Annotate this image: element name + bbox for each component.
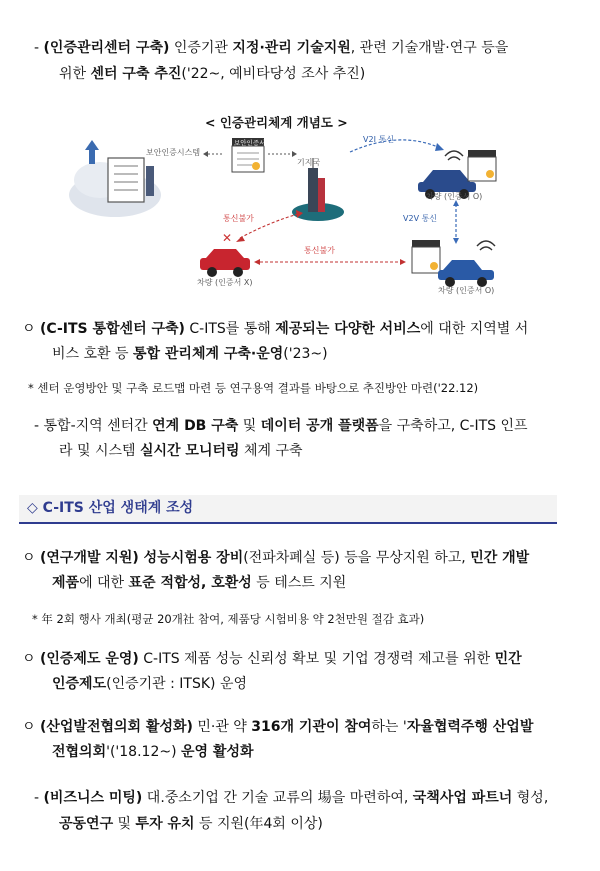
para-business-meeting-line2: 공동연구 및 투자 유치 등 지원(年4회 이상) — [59, 816, 323, 832]
car-cert-label-2: 차량 (인증서 O) — [438, 286, 495, 295]
security-system-label: 보안인증시스템 — [146, 148, 201, 157]
para-integrated-center-line2: 비스 호환 등 통합 관리체계 구축·운영('23~) — [52, 346, 328, 362]
bullet-icon: ㅇ — [22, 719, 36, 735]
v2v-label: V2V 통신 — [403, 214, 438, 223]
car-no-cert-label: 차량 (인증서 X) — [197, 278, 253, 287]
para-rnd-support-line1: ㅇ (연구개발 지원) 성능시험용 장비(전파차폐실 등) 등을 무상지원 하고, 민간 개발 — [22, 550, 530, 566]
v2i-label: V2I 통신 — [363, 135, 394, 144]
certification-diagram — [60, 110, 530, 306]
cert-badge-label: 보안인증서 — [234, 139, 266, 147]
x-mark-icon: ✕ — [222, 231, 233, 245]
footnote-events: * 年 2회 행사 개최(평균 20개社 참여, 제품당 시험비용 약 2천만원 절감 효과) — [32, 612, 425, 626]
diagram-canvas — [60, 110, 530, 306]
para-council-line1: ㅇ (산업발전협의회 활성화) 민·관 약 316개 기관이 참여하는 '자율협력주행 산업발 — [22, 719, 534, 735]
para-business-meeting-line1: - (비즈니스 미팅) 대.중소기업 간 기술 교류의 場을 마련하여, 국책사업 파트너 형성, — [34, 790, 549, 806]
para-rnd-support-line2: 제품에 대한 표준 적합성, 호환성 등 테스트 지원 — [52, 575, 347, 591]
bullet-icon: ㅇ — [22, 321, 36, 337]
bullet-icon: ㅇ — [22, 550, 36, 566]
section-header-ecosystem — [19, 495, 557, 524]
no-comm-label-2: 통신불가 — [304, 246, 335, 255]
bullet-icon: ㅇ — [22, 651, 36, 667]
footnote-roadmap: * 센터 운영방안 및 구축 로드맵 마련 등 연구용역 결과를 바탕으로 추진방안 마련('22.12) — [28, 381, 479, 395]
car-cert-label-1: 차량 (인증서 O) — [426, 192, 483, 201]
para-db-platform-line2: 라 및 시스템 실시간 모니터링 체계 구축 — [59, 443, 303, 459]
para-center-construction-line1: - (인증관리센터 구축) 인증기관 지정·관리 기술지원, 관련 기술개발·연구 등을 — [34, 40, 509, 56]
para-integrated-center-line1: ㅇ (C-ITS 통합센터 구축) C-ITS를 통해 제공되는 다양한 서비스에 대한 지역별 서 — [22, 321, 529, 337]
base-station-label: 기지국 — [297, 158, 321, 167]
no-comm-label-1: 통신불가 — [223, 214, 254, 223]
diagram-title: < 인증관리체계 개념도 > — [205, 115, 348, 130]
para-certification-line2: 인증제도(인증기관 : ITSK) 운영 — [52, 676, 247, 692]
para-center-construction-line2: 위한 센터 구축 추진('22~, 예비타당성 조사 추진) — [59, 66, 366, 82]
para-certification-line1: ㅇ (인증제도 운영) C-ITS 제품 성능 신뢰성 확보 및 기업 경쟁력 제고를 위한 민간 — [22, 651, 522, 667]
car-blue-bottom-icon — [438, 260, 494, 287]
car-red-icon — [200, 249, 250, 277]
para-council-line2: 전협의회'('18.12~) 운영 활성화 — [52, 744, 254, 760]
section-title: ◇ C-ITS 산업 생태계 조성 — [27, 500, 194, 516]
para-db-platform-line1: - 통합-지역 센터간 연계 DB 구축 및 데이터 공개 플랫폼을 구축하고, C-ITS 인프 — [34, 418, 528, 434]
